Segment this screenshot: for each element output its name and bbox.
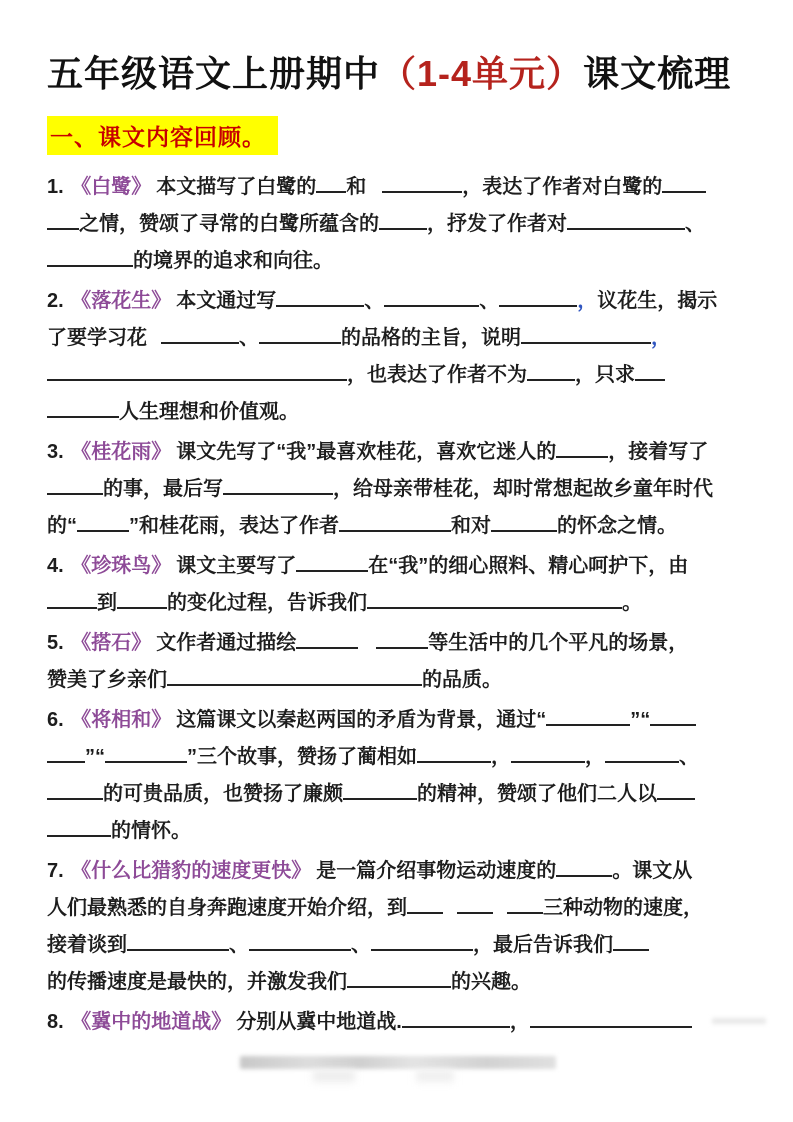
fill-in-blank [316,173,346,193]
title-unit-range: （1-4单元） [380,53,584,94]
items-list [47,169,753,1041]
item-text: 课文先写了“我”最喜欢桂花，喜欢它迷人的 [176,441,557,463]
fill-in-blank [47,780,103,800]
blank-gap [366,173,382,193]
lesson-title: 《落花生》 [71,290,172,312]
watermark-blob [416,1070,454,1082]
item-text: ，最后告诉我们 [473,934,613,956]
fill-in-blank [556,857,612,877]
item-text: 的“ [47,515,77,537]
fill-in-blank [347,968,451,988]
fill-in-blank [491,512,557,532]
item-text: ，表达了作者对白鹭的 [462,176,663,198]
fill-in-blank [47,210,79,230]
item-number: 1. [47,176,70,198]
fill-in-blank [457,894,493,914]
item-text: ， [491,746,511,768]
fill-in-blank [417,743,491,763]
item-text: 、 [364,290,385,312]
item-number: 8. [47,1011,70,1033]
item-text: 。 [622,592,642,614]
fill-in-blank [105,743,187,763]
item-text: 的品格的主旨，说明 [341,327,521,349]
item-text: ，接着写了 [608,441,709,463]
item-number: 5. [47,632,70,654]
fill-in-blank [511,743,585,763]
item-number: 3. [47,441,70,463]
item-text: 的可贵品质，也赞扬了廉颇 [103,783,343,805]
page-title [47,46,753,97]
item-text: 人生理想和价值观。 [119,401,299,423]
item-text: ，只求 [575,364,635,386]
item-text: 的兴趣。 [451,971,531,993]
worksheet-item [47,548,753,622]
fill-in-blank [47,398,119,418]
fill-in-blank [47,817,111,837]
item-number: 7. [47,860,70,882]
blue-comma: ， [577,290,598,312]
fill-in-blank [650,706,696,726]
item-text: 议花生，揭示 [597,290,718,312]
worksheet-item [47,853,753,1001]
worksheet-item [47,1004,753,1041]
fill-in-blank [530,1008,692,1028]
lesson-title: 《白鹭》 [71,176,152,198]
item-number: 4. [47,555,70,577]
fill-in-blank [343,780,417,800]
fill-in-blank [47,475,103,495]
fill-in-blank [276,287,364,307]
item-text: ”和桂花雨，表达了作者 [129,515,339,537]
fill-in-blank [47,589,97,609]
item-text: 的传播速度是最快的，并激发我们 [47,971,347,993]
item-text: 的精神，赞颂了他们二人以 [417,783,657,805]
item-text: ， [585,746,605,768]
title-prefix: 五年级语文上册期中 [47,53,381,94]
item-text: 和对 [451,515,491,537]
item-text: 接着谈到 [47,934,127,956]
worksheet-item [47,283,753,431]
item-text: ， [509,1011,530,1033]
blank-gap [147,324,161,344]
scan-smudge [712,1018,766,1024]
worksheet-item [47,169,753,280]
item-number: 6. [47,709,70,731]
item-text: 和 [346,176,367,198]
worksheet-item [47,434,753,545]
fill-in-blank [613,931,649,951]
item-text: 的情怀。 [111,820,191,842]
fill-in-blank [605,743,679,763]
item-text: 了要学习花 [47,327,147,349]
fill-in-blank [556,438,608,458]
fill-in-blank [635,361,665,381]
fill-in-blank [249,931,351,951]
item-text: 的事，最后写 [103,478,223,500]
lesson-title: 《什么比猎豹的速度更快》 [71,860,312,882]
fill-in-blank [47,247,133,267]
fill-in-blank [77,512,129,532]
item-text: ，也表达了作者不为 [347,364,527,386]
fill-in-blank [384,287,479,307]
fill-in-blank [546,706,630,726]
watermark-blob [313,1070,355,1082]
item-text: ，给母亲带桂花，却时常想起故乡童年时代 [333,478,713,500]
fill-in-blank [117,589,167,609]
lesson-title: 《冀中的地道战》 [71,1011,232,1033]
fill-in-blank [371,931,473,951]
fill-in-blank [167,666,422,686]
item-text: 、 [351,934,371,956]
item-text: 、 [685,213,705,235]
blank-gap [358,629,376,649]
fill-in-blank [339,512,451,532]
fill-in-blank [521,324,651,344]
item-text: 的境界的追求和向往。 [133,250,333,272]
item-text: 、 [229,934,249,956]
fill-in-blank [161,324,239,344]
fill-in-blank [657,780,695,800]
fill-in-blank [376,629,428,649]
worksheet-item [47,625,753,699]
fill-in-blank [367,589,622,609]
item-text: 文作者通过描绘 [156,632,297,654]
fill-in-blank [407,894,443,914]
fill-in-blank [296,552,368,572]
fill-in-blank [223,475,333,495]
item-text: 。课文从 [612,860,693,882]
lesson-title: 《珍珠鸟》 [71,555,172,577]
item-text: 本文描写了白鹭的 [156,176,317,198]
item-text: 赞美了乡亲们 [47,669,167,691]
fill-in-blank [382,173,462,193]
item-text: 课文主要写了 [176,555,297,577]
item-text: 的变化过程，告诉我们 [167,592,367,614]
item-text: ”“ [85,746,105,768]
item-text: 的怀念之情。 [557,515,677,537]
fill-in-blank [379,210,427,230]
watermark-smudge [240,1056,556,1069]
fill-in-blank [499,287,577,307]
fill-in-blank [296,629,358,649]
fill-in-blank [567,210,685,230]
item-text: 、 [479,290,500,312]
blank-gap [493,894,507,914]
item-text: 这篇课文以秦赵两国的矛盾为背景，通过“ [176,709,547,731]
item-text: 分别从冀中地道战. [236,1011,402,1033]
blank-gap [443,894,457,914]
section-heading: 一、课文内容回顾。 [47,116,278,155]
item-text: 等生活中的几个平凡的场景， [428,632,689,654]
fill-in-blank [259,324,341,344]
fill-in-blank [527,361,575,381]
lesson-title: 《桂花雨》 [71,441,172,463]
fill-in-blank [507,894,543,914]
item-text: 的品质。 [422,669,502,691]
lesson-title: 《将相和》 [71,709,172,731]
fill-in-blank [402,1008,510,1028]
fill-in-blank [127,931,229,951]
item-text: 、 [239,327,259,349]
lesson-title: 《搭石》 [71,632,152,654]
item-text: 是一篇介绍事物运动速度的 [316,860,557,882]
fill-in-blank [47,743,85,763]
fill-in-blank [47,361,347,381]
item-number: 2. [47,290,70,312]
item-text: ，抒发了作者对 [427,213,567,235]
item-text: 三种动物的速度， [543,897,703,919]
fill-in-blank [662,173,706,193]
item-text: ”“ [630,709,651,731]
item-text: 在“我”的细心照料、精心呵护下，由 [368,555,689,577]
item-text: 人们最熟悉的自身奔跑速度开始介绍，到 [47,897,407,919]
title-suffix: 课文梳理 [583,53,732,94]
item-text: 、 [679,746,699,768]
item-text: 到 [97,592,117,614]
blue-comma: ， [651,327,671,349]
item-text: 之情，赞颂了寻常的白鹭所蕴含的 [79,213,379,235]
worksheet-item [47,702,753,850]
item-text: 本文通过写 [176,290,277,312]
item-text: ”三个故事，赞扬了蔺相如 [187,746,417,768]
